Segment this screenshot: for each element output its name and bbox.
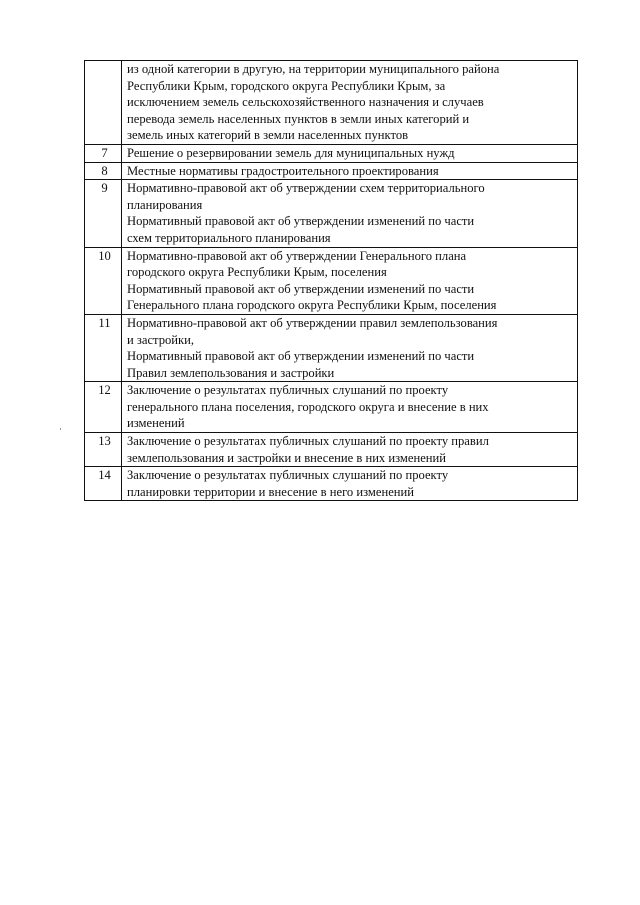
row-text-line: Заключение о результатах публичных слушаний по проекту правил [127, 434, 489, 449]
row-number: 10 [85, 247, 122, 314]
row-text-line: планирования [127, 197, 203, 212]
row-text-line: и застройки, [127, 332, 195, 347]
table-row [85, 433, 578, 467]
table-row [85, 314, 578, 381]
row-number: 13 [85, 433, 122, 467]
row-text-line: городского округа Республики Крым, поселения [127, 265, 387, 280]
row-text [122, 162, 578, 180]
row-number: 12 [85, 382, 122, 433]
row-number: 11 [85, 314, 122, 381]
row-text-line: Местные нормативы градостроительного проектирования [127, 163, 439, 178]
table-row [85, 467, 578, 501]
row-text-line: Нормативный правовой акт об утверждении изменений по части [127, 281, 475, 296]
row-number: 9 [85, 180, 122, 247]
row-text-line: Генерального плана городского округа Республики Крым, поселения [127, 298, 497, 313]
row-text [122, 314, 578, 381]
row-text [122, 247, 578, 314]
row-number: 7 [85, 144, 122, 162]
table-row [85, 382, 578, 433]
row-number [85, 61, 122, 145]
registry-table [84, 60, 578, 501]
row-text-line: перевода земель населенных пунктов в земли иных категорий и [127, 111, 470, 126]
row-text-line: Нормативно-правовой акт об утверждении правил землепользования [127, 315, 498, 330]
row-text-line: исключением земель сельскохозяйственного назначения и случаев [127, 95, 484, 110]
table-body [85, 61, 578, 501]
row-text [122, 180, 578, 247]
table-row [85, 144, 578, 162]
row-text-line: Нормативно-правовой акт об утверждении Генерального плана [127, 248, 467, 263]
row-text-line: Нормативно-правовой акт об утверждении схем территориального [127, 181, 485, 196]
table-row [85, 162, 578, 180]
table-row [85, 61, 578, 145]
row-text-line: генерального плана поселения, городского округа и внесение в них [127, 399, 489, 414]
row-text [122, 144, 578, 162]
table-row [85, 247, 578, 314]
row-text-line: Нормативный правовой акт об утверждении изменений по части [127, 349, 475, 364]
row-text-line: изменений [127, 416, 185, 431]
row-text-line: земель иных категорий в земли населенных пунктов [127, 128, 409, 143]
row-text-line: Заключение о результатах публичных слушаний по проекту [127, 468, 449, 483]
row-text-line: из одной категории в другую, на территории муниципального района [127, 62, 500, 76]
row-text-line: планировки территории и внесение в него изменений [127, 484, 415, 499]
row-text [122, 61, 578, 145]
row-text-line: схем территориального планирования [127, 230, 331, 245]
row-text-line: Правил землепользования и застройки [127, 365, 335, 380]
row-text-line: Нормативный правовой акт об утверждении изменений по части [127, 214, 475, 229]
row-text [122, 467, 578, 501]
table-row [85, 180, 578, 247]
row-text-line: Решение о резервировании земель для муниципальных нужд [127, 145, 455, 160]
row-text-line: Заключение о результатах публичных слушаний по проекту [127, 383, 449, 398]
row-text-line: Республики Крым, городского округа Республики Крым, за [127, 78, 446, 93]
scan-mark [60, 428, 61, 430]
row-text [122, 433, 578, 467]
row-number: 14 [85, 467, 122, 501]
row-text [122, 382, 578, 433]
row-text-line: землепользования и застройки и внесение в них изменений [127, 450, 447, 465]
row-number: 8 [85, 162, 122, 180]
